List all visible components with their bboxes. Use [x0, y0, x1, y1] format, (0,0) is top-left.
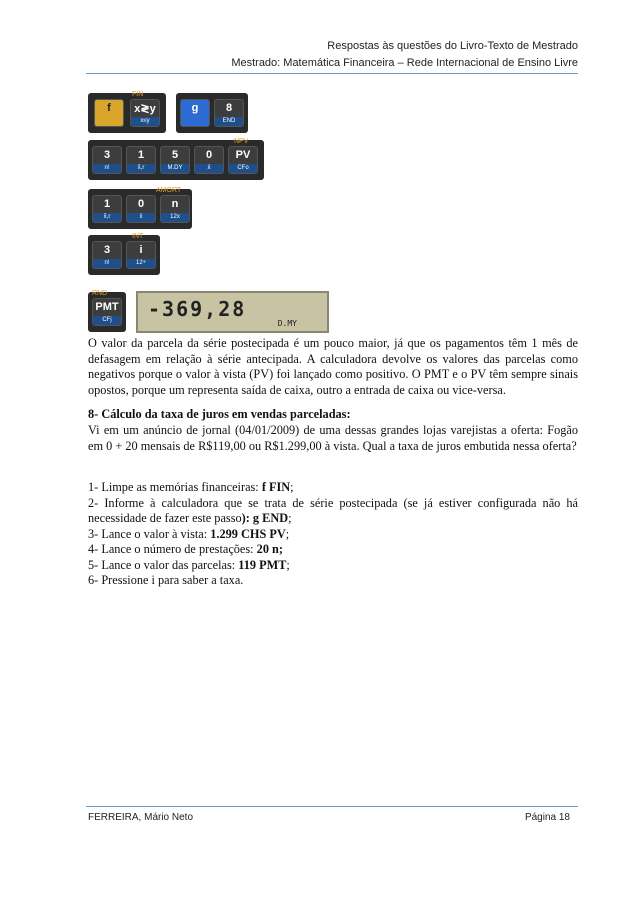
- steps-list: [88, 480, 578, 589]
- key-g: g: [180, 99, 210, 127]
- fin-label: FIN: [132, 91, 144, 98]
- key-swap: x≷y x≤y: [130, 99, 160, 127]
- footer-page: Página 18: [524, 812, 570, 823]
- key-3b: 3 n!: [92, 241, 122, 269]
- key-3: 3 n!: [92, 146, 122, 174]
- step-item: 4- Lance o número de prestações: 20 n;: [88, 542, 283, 556]
- header-title: Respostas às questões do Livro-Texto de Mestrado: [327, 40, 578, 52]
- calc-keys-10-n: [88, 189, 192, 229]
- paragraph-1: O valor da parcela da série postecipada é um pouco maior, já que os pagamentos têm 1 mês de defasagem em relação à série antecipada. A calculadora devolve os valores das parcelas como negativos porque o valor à vista (PV) foi lançado como positivo. O PMT e o PV têm sempre sinais opostos, porque um representa saída de caixa, outro a entrada de caixa ou vice-versa.: [88, 336, 578, 397]
- key-5: 5 M.DY: [160, 146, 190, 174]
- display-indicator: D.MY: [277, 319, 297, 328]
- key-0: 0 x̄: [194, 146, 224, 174]
- paragraph-2: Vi em um anúncio de jornal (04/01/2009) de uma dessas grandes lojas varejistas a oferta: Fogão em 0 + 20 mensais de R$119,00 ou R$1.299,00 à vista. Qual a taxa de juros embutida nessa oferta?: [88, 423, 578, 453]
- calculator-display: [136, 291, 329, 333]
- section-heading: 8- Cálculo da taxa de juros em vendas parceladas:: [88, 407, 351, 421]
- key-1b: 1 x̂,r: [92, 195, 122, 223]
- int-label: INT: [132, 233, 144, 240]
- header-subtitle: Mestrado: Matemática Financeira – Rede Internacional de Ensino Livre: [231, 57, 578, 69]
- rnd-label: RND: [92, 290, 108, 297]
- npv-label: NPV: [234, 138, 249, 145]
- calc-keys-f-swap: [88, 93, 166, 133]
- calc-key-pmt: [88, 292, 126, 332]
- step-item: 3- Lance o valor à vista: 1.299 CHS PV;: [88, 526, 290, 541]
- key-i: i 12÷: [126, 241, 156, 269]
- footer-divider: [86, 806, 578, 807]
- key-0b: 0 x̄: [126, 195, 156, 223]
- key-8: 8 END: [214, 99, 244, 127]
- calc-keys-3-i: [88, 235, 160, 275]
- step-item: 5- Lance o valor das parcelas: 119 PMT;: [88, 557, 290, 572]
- step-item: 2- Informe à calculadora que se trata de série postecipada (se já estiver configurada não há necessidade de fazer este passo): g END;: [88, 495, 578, 525]
- header-divider: [86, 73, 578, 74]
- key-n: n 12x: [160, 195, 190, 223]
- step-item: 1- Limpe as memórias financeiras: f FIN;: [88, 480, 294, 494]
- step-item: 6- Pressione i para saber a taxa.: [88, 573, 244, 587]
- amort-label: AMORT: [156, 187, 182, 194]
- calc-keys-g-8: [176, 93, 248, 133]
- key-f: f: [94, 99, 124, 127]
- footer-author: FERREIRA, Mário Neto: [88, 812, 194, 823]
- calc-keys-3150-pv: [88, 140, 264, 180]
- key-1: 1 x̂,r: [126, 146, 156, 174]
- display-value: -369,28: [148, 297, 247, 321]
- key-pv: PV CFo: [228, 146, 258, 174]
- key-pmt: PMT CFj: [92, 298, 122, 326]
